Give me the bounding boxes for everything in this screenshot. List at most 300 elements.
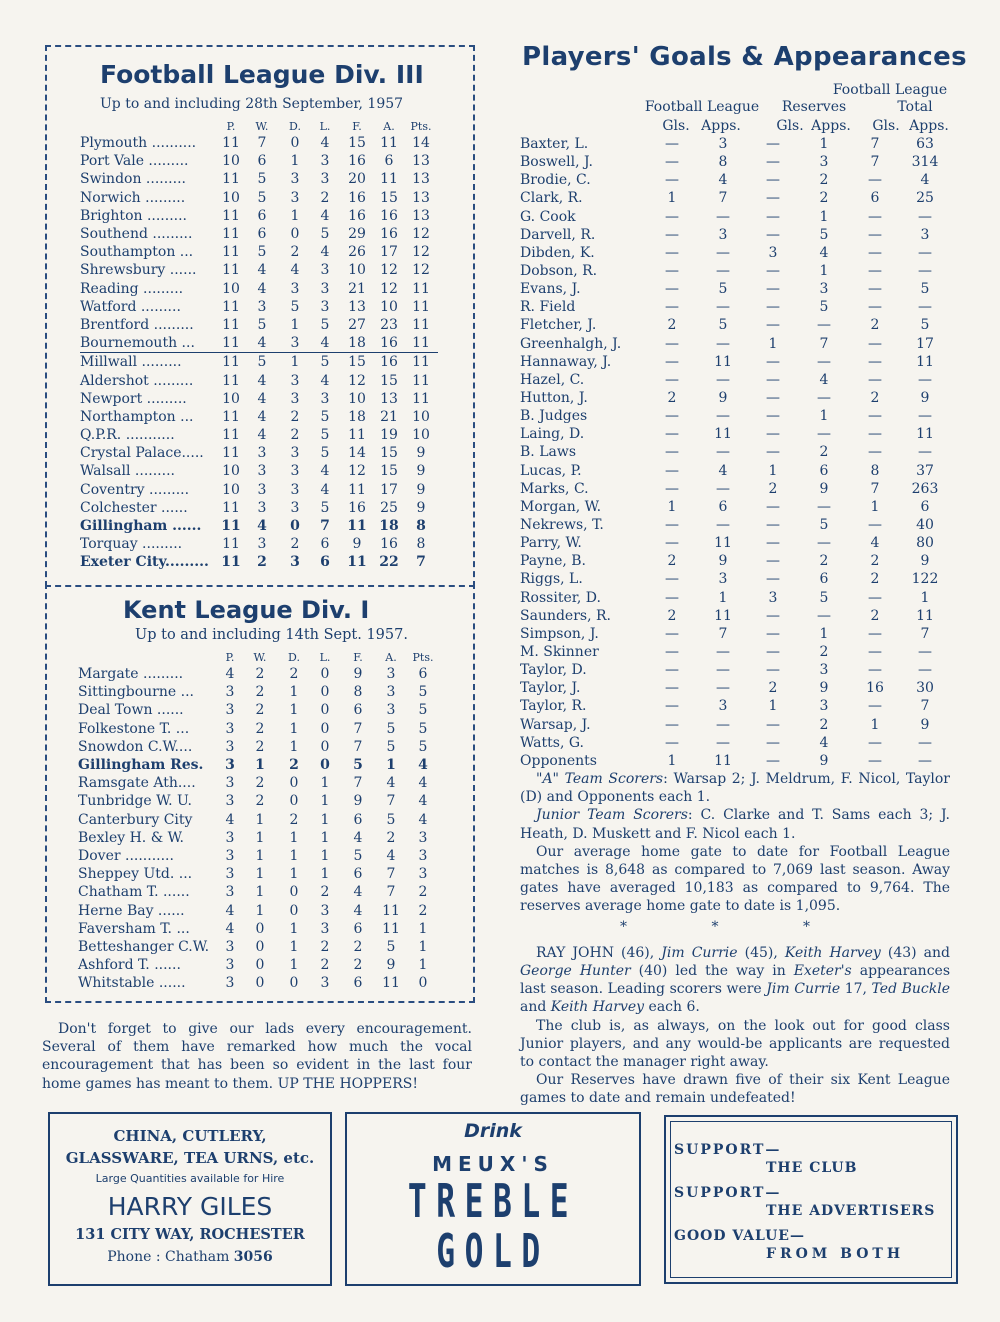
stat-cell: 23 [380, 316, 398, 333]
stat-cell: 11 [412, 390, 430, 407]
stat-cell: 9 [920, 716, 930, 733]
stat-cell: 11 [222, 445, 240, 462]
player-name: Opponents [520, 752, 597, 769]
col-header: D. [289, 120, 301, 133]
player-name: Clark, R. [520, 190, 583, 207]
header-total-line1: Football League [832, 82, 948, 98]
stat-cell: 17 [380, 481, 398, 498]
stat-cell: 3 [819, 281, 829, 298]
stat-cell: — [817, 353, 831, 370]
player-name: Rossiter, D. [520, 589, 601, 606]
stat-cell: 4 [353, 884, 363, 901]
stat-cell: 3 [418, 829, 428, 846]
stat-cell: 2 [819, 716, 829, 733]
stat-cell: 1 [870, 498, 880, 515]
header-total-line2: Total [897, 99, 933, 115]
stat-cell: — [766, 390, 780, 407]
table-row [78, 865, 440, 883]
stat-cell: 6 [257, 226, 267, 243]
stat-cell: 6 [718, 498, 728, 515]
header-tot-apps: Apps. [909, 118, 949, 134]
team-name: Chatham T. ...... [78, 884, 190, 901]
team-name: Betteshanger C.W. [78, 938, 210, 955]
stat-cell: 7 [386, 866, 396, 883]
team-name: Q.P.R. ........... [80, 427, 175, 444]
col-header: Pts. [412, 651, 434, 664]
table-row [80, 152, 438, 170]
stat-cell: 17 [916, 335, 934, 352]
stat-cell: 6 [353, 920, 363, 937]
stat-cell: 4 [225, 811, 235, 828]
team-name: Sheppey Utd. ... [78, 866, 193, 883]
stat-cell: 1 [255, 829, 265, 846]
stat-cell: 5 [819, 299, 829, 316]
stat-cell: 1 [255, 884, 265, 901]
header-res-gls: Gls. [776, 118, 804, 134]
table-row [520, 589, 950, 607]
stat-cell: 5 [257, 171, 267, 188]
team-name: Tunbridge W. U. [78, 793, 192, 810]
stat-cell: 3 [320, 153, 330, 170]
ad-meux-brand: MEUX'S [432, 1152, 554, 1176]
stat-cell: 0 [289, 884, 299, 901]
p1-g: (40) led the way in [630, 963, 794, 980]
stat-cell: 2 [870, 607, 880, 624]
stat-cell: 10 [348, 262, 366, 279]
stat-cell: 63 [916, 136, 934, 153]
stat-cell: 5 [320, 427, 330, 444]
stat-cell: 11 [222, 244, 240, 261]
team-name: Millwall ......... [80, 353, 218, 372]
stat-cell: 4 [225, 666, 235, 683]
table-row [520, 389, 950, 407]
table-row [78, 701, 440, 719]
player-name: Dobson, R. [520, 263, 598, 280]
stat-cell: — [766, 208, 780, 225]
stat-cell: 3 [386, 666, 396, 683]
stat-cell: 3 [718, 136, 728, 153]
stat-cell: 11 [382, 920, 400, 937]
stat-cell: — [817, 390, 831, 407]
junior-label: Junior Team Scorers [536, 807, 688, 824]
stat-cell: — [766, 353, 780, 370]
league-header-row [80, 120, 438, 134]
stat-cell: 3 [225, 757, 235, 774]
player-name: Saunders, R. [520, 607, 611, 624]
stat-cell: 1 [290, 207, 300, 224]
stat-cell: 3 [819, 154, 829, 171]
table-row [520, 480, 950, 498]
stat-cell: 3 [320, 298, 330, 315]
stat-cell: 5 [386, 811, 396, 828]
team-name: Aldershot ......... [80, 372, 194, 389]
stat-cell: 16 [380, 335, 398, 352]
stat-cell: 1 [289, 720, 299, 737]
table-row [80, 426, 438, 444]
stat-cell: 11 [380, 135, 398, 152]
stat-cell: — [766, 553, 780, 570]
stat-cell: — [817, 607, 831, 624]
stat-cell: — [868, 698, 882, 715]
stat-cell: 2 [255, 666, 265, 683]
table-row [80, 517, 438, 535]
stat-cell: 1 [819, 625, 829, 642]
stat-cell: 29 [348, 226, 366, 243]
stat-cell: — [665, 263, 679, 280]
ad-harry-giles [48, 1112, 332, 1286]
table-row [78, 901, 440, 919]
stat-cell: 13 [380, 390, 398, 407]
table-row [78, 774, 440, 792]
ad-support [664, 1115, 958, 1284]
player-name: Fletcher, J. [520, 317, 597, 334]
stat-cell: — [868, 517, 882, 534]
team-name: Herne Bay ...... [78, 902, 185, 919]
table-row [78, 883, 440, 901]
stat-cell: — [716, 644, 730, 660]
gate-text: Our average home gate to date for Football League matches is 8,648 as compared to 7,069 last season. Away gates have averaged 10,183 as compared to 9,764. The reserves average home gate to date is 1,095. [520, 843, 950, 915]
stat-cell: 3 [225, 884, 235, 901]
stat-cell: 7 [870, 136, 880, 153]
stat-cell: — [918, 408, 932, 425]
stat-cell: 9 [718, 553, 728, 570]
stat-cell: 9 [416, 499, 426, 516]
stat-cell: 6 [418, 666, 428, 683]
stat-cell: 4 [920, 172, 930, 189]
table-row [78, 811, 440, 829]
player-name: Boswell, J. [520, 154, 594, 171]
stat-cell: 11 [222, 408, 240, 425]
stat-cell: 4 [320, 207, 330, 224]
stat-cell: 27 [348, 316, 366, 333]
team-name: Southampton ... [80, 244, 194, 261]
ad-giles-line3: Large Quantities available for Hire [95, 1172, 285, 1185]
table-row [80, 371, 438, 389]
stat-cell: 1 [320, 793, 330, 810]
stat-cell: 11 [222, 372, 240, 389]
player-name: Dibden, K. [520, 244, 595, 261]
stat-cell: 4 [257, 262, 267, 279]
stat-cell: — [716, 517, 730, 534]
ad-support-2: SUPPORT— [674, 1185, 782, 1201]
stat-cell: 4 [290, 262, 300, 279]
stat-cell: 7 [920, 625, 930, 642]
table-row [78, 938, 440, 956]
stat-cell: — [868, 644, 882, 660]
kent-table [78, 651, 440, 992]
table-row [520, 298, 950, 316]
stat-cell: 1 [418, 938, 428, 955]
stat-cell: 16 [380, 226, 398, 243]
player-name: B. Laws [520, 444, 576, 461]
stat-cell: 4 [819, 371, 829, 388]
table-row [520, 371, 950, 389]
stat-cell: — [766, 662, 780, 679]
stat-cell: 1 [320, 866, 330, 883]
stat-cell: 11 [222, 335, 240, 352]
stat-cell: — [716, 480, 730, 497]
player-name: Hutton, J. [520, 390, 588, 407]
stat-cell: 263 [911, 480, 939, 497]
player-name: Laing, D. [520, 426, 585, 443]
stat-cell: 37 [916, 462, 934, 479]
player-name: Hannaway, J. [520, 353, 612, 370]
stat-cell: 2 [289, 757, 299, 774]
stat-cell: — [716, 408, 730, 425]
stat-cell: 3 [768, 244, 778, 261]
stat-cell: 6 [870, 190, 880, 207]
player-name: Lucas, P. [520, 462, 582, 479]
stat-cell: 1 [667, 190, 677, 207]
stat-cell: 2 [255, 720, 265, 737]
stat-cell: 2 [870, 571, 880, 588]
stat-cell: 0 [320, 757, 330, 774]
stat-cell: — [766, 190, 780, 207]
p1-m: and [520, 999, 551, 1016]
table-row [80, 170, 438, 188]
stat-cell: 1 [255, 811, 265, 828]
stat-cell: 15 [380, 445, 398, 462]
stat-cell: 4 [257, 390, 267, 407]
team-name: Ramsgate Ath.... [78, 775, 196, 792]
stat-cell: — [716, 208, 730, 225]
p1-c: (45), [737, 944, 785, 961]
stat-cell: — [766, 299, 780, 316]
stat-cell: 11 [222, 427, 240, 444]
stat-cell: 13 [412, 207, 430, 224]
stat-cell: 8 [353, 684, 363, 701]
stat-cell: 7 [386, 884, 396, 901]
stat-cell: — [716, 734, 730, 751]
stat-cell: 8 [416, 536, 426, 553]
stat-cell: — [665, 644, 679, 660]
stat-cell: 5 [920, 281, 930, 298]
stat-cell: 6 [257, 153, 267, 170]
stat-cell: — [766, 607, 780, 624]
stat-cell: 1 [768, 335, 778, 352]
stat-cell: 3 [290, 390, 300, 407]
table-row [80, 298, 438, 316]
table-row [80, 535, 438, 553]
stat-cell: 1 [255, 757, 265, 774]
p1-b: Jim Currie [661, 944, 738, 961]
p1-k: 17, [840, 981, 872, 998]
player-name: G. Cook [520, 208, 576, 225]
team-name: Sittingbourne ... [78, 684, 194, 701]
stat-cell: 11 [404, 353, 438, 372]
stat-cell: — [868, 263, 882, 280]
stat-cell: — [766, 172, 780, 189]
table-row [80, 481, 438, 499]
stat-cell: 16 [348, 189, 366, 206]
team-name: Faversham T. ... [78, 920, 190, 937]
ad-meux-drink: Drink [464, 1120, 522, 1142]
stat-cell: 5 [353, 847, 363, 864]
p1-o: each 6. [644, 999, 700, 1016]
stat-cell: 3 [386, 702, 396, 719]
table-row [520, 171, 950, 189]
stat-cell: — [918, 734, 932, 751]
stat-cell: 2 [418, 902, 428, 919]
stat-cell: — [665, 625, 679, 642]
table-row [520, 643, 950, 661]
stat-cell: 2 [255, 684, 265, 701]
a-team-scorers [520, 770, 950, 806]
stat-cell: 2 [819, 190, 829, 207]
stat-cell: 19 [380, 427, 398, 444]
stat-cell: 2 [870, 553, 880, 570]
stat-cell: 3 [718, 571, 728, 588]
stat-cell: 3 [320, 280, 330, 297]
stat-cell: 16 [380, 207, 398, 224]
table-row [520, 697, 950, 715]
stat-cell: — [665, 662, 679, 679]
stat-cell: — [665, 281, 679, 298]
stat-cell: 3 [320, 390, 330, 407]
stat-cell: 0 [320, 684, 330, 701]
stat-cell: 25 [916, 190, 934, 207]
team-name: Margate ......... [78, 666, 184, 683]
team-name: Torquay ......... [80, 536, 183, 553]
stat-cell: 16 [348, 499, 366, 516]
stat-cell: 5 [290, 298, 300, 315]
stat-cell: — [665, 154, 679, 171]
stat-cell: 2 [819, 553, 829, 570]
stat-cell: 5 [418, 720, 428, 737]
stat-cell: 5 [353, 757, 363, 774]
stat-cell: 2 [819, 644, 829, 660]
stat-cell: 9 [718, 390, 728, 407]
stat-cell: 11 [222, 262, 240, 279]
stat-cell: 3 [290, 554, 300, 571]
div3-subtitle: Up to and including 28th September, 1957 [100, 96, 404, 112]
stat-cell: — [665, 299, 679, 316]
ad-support-1: SUPPORT— [674, 1142, 782, 1158]
stat-cell: 4 [225, 920, 235, 937]
stat-cell: — [868, 662, 882, 679]
stat-cell: 12 [412, 226, 430, 243]
stat-cell: 2 [870, 317, 880, 334]
stat-cell: 1 [418, 920, 428, 937]
table-row [520, 244, 950, 262]
stat-cell: 4 [320, 244, 330, 261]
col-header: P. [225, 651, 235, 664]
goals-table [520, 135, 950, 770]
stat-cell: — [868, 444, 882, 461]
stat-cell: 2 [257, 554, 267, 571]
table-row [80, 134, 438, 152]
stat-cell: 6 [920, 498, 930, 515]
stat-cell: — [766, 752, 780, 769]
stat-cell: 6 [819, 571, 829, 588]
stat-cell: 3 [225, 702, 235, 719]
table-row [78, 792, 440, 810]
table-row [80, 225, 438, 243]
stat-cell: 0 [290, 135, 300, 152]
stat-cell: 1 [289, 938, 299, 955]
stat-cell: — [766, 571, 780, 588]
table-row [80, 261, 438, 279]
stat-cell: — [766, 226, 780, 243]
stat-cell: 7 [353, 720, 363, 737]
stat-cell: — [817, 317, 831, 334]
stat-cell: 1 [418, 957, 428, 974]
div3-table [80, 120, 438, 572]
table-row [80, 316, 438, 334]
stat-cell: 1 [289, 847, 299, 864]
ad-giles-name: HARRY GILES [107, 1192, 273, 1221]
stat-cell: 1 [870, 716, 880, 733]
stat-cell: 5 [386, 938, 396, 955]
stat-cell: 3 [290, 189, 300, 206]
table-row [80, 243, 438, 261]
table-row [520, 407, 950, 425]
reserves-text: Our Reserves have drawn five of their six Kent League games to date and remain undefeated! [520, 1072, 950, 1107]
table-row [520, 189, 950, 207]
player-name: B. Judges [520, 408, 588, 425]
stat-cell: 10 [348, 390, 366, 407]
stat-cell: 3 [257, 298, 267, 315]
stat-cell: — [665, 408, 679, 425]
table-row [520, 752, 950, 770]
stat-cell: — [665, 589, 679, 606]
table-row [520, 534, 950, 552]
stat-cell: 12 [380, 262, 398, 279]
stat-cell: 7 [386, 793, 396, 810]
stat-cell: 9 [353, 666, 363, 683]
stat-cell: — [665, 535, 679, 552]
stat-cell: — [766, 625, 780, 642]
stat-cell: 20 [348, 171, 366, 188]
stat-cell: — [665, 734, 679, 751]
stat-cell: 4 [386, 775, 396, 792]
stat-cell: 0 [320, 720, 330, 737]
stat-cell: 11 [916, 426, 934, 443]
stat-cell: 11 [714, 752, 732, 769]
stat-cell: 15 [380, 372, 398, 389]
team-name: Colchester ...... [80, 499, 188, 516]
stat-cell: 1 [819, 408, 829, 425]
stat-cell: 4 [353, 902, 363, 919]
stat-cell: 3 [225, 866, 235, 883]
stat-cell: — [868, 244, 882, 261]
stat-cell: 15 [340, 353, 374, 372]
stat-cell: 11 [347, 554, 367, 571]
stat-cell: 1 [289, 738, 299, 755]
stat-cell: 122 [911, 571, 939, 588]
team-name: Gillingham Res. [78, 757, 204, 774]
stat-cell: 11 [380, 171, 398, 188]
stat-cell: 5 [386, 720, 396, 737]
p1-f: George Hunter [520, 963, 631, 980]
stat-cell: 4 [320, 135, 330, 152]
a-team-text: : Warsap 2; J. Meldrum, F. Nicol, Taylor (D) and Opponents each 1. [520, 771, 950, 806]
table-row [80, 499, 438, 517]
team-name: Snowdon C.W.... [78, 738, 193, 755]
stat-cell: 11 [348, 481, 366, 498]
stat-cell: 3 [225, 720, 235, 737]
stat-cell: 9 [352, 536, 362, 553]
stat-cell: 5 [418, 684, 428, 701]
stat-cell: 12 [412, 262, 430, 279]
stat-cell: 0 [289, 902, 299, 919]
stat-cell: 10 [412, 427, 430, 444]
stat-cell: — [766, 281, 780, 298]
stat-cell: 11 [222, 207, 240, 224]
player-name: Morgan, W. [520, 498, 602, 515]
stat-cell: 7 [353, 775, 363, 792]
stat-cell: — [817, 535, 831, 552]
